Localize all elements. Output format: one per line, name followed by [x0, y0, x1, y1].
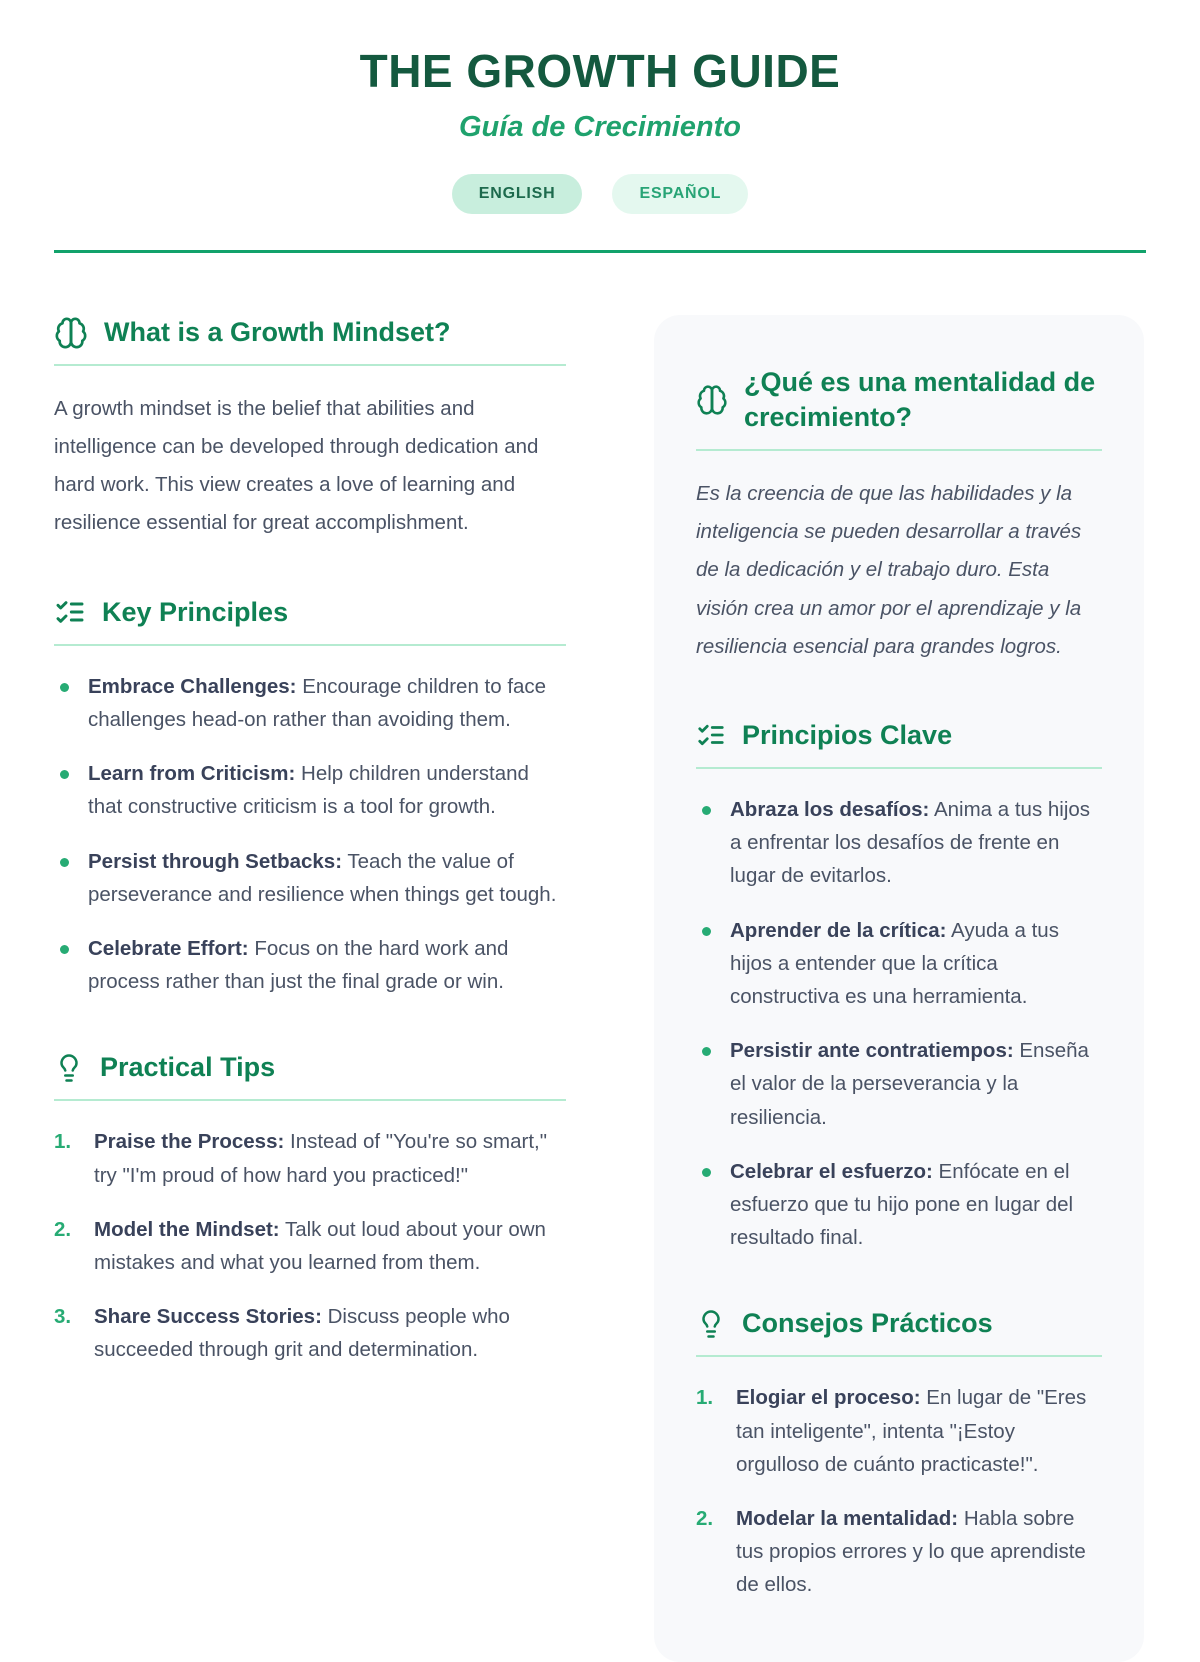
section-what-is-growth-mindset — [54, 315, 566, 543]
bullet-dot-icon — [702, 806, 711, 815]
section-principios-clave — [696, 718, 1102, 1255]
english-column — [54, 315, 566, 1367]
list-item: Persist through Setbacks: Teach the value of perseverance and resilience when things get tough. — [54, 845, 566, 911]
section-heading-text: ¿Qué es una mentalidad de crecimiento? — [744, 367, 1096, 433]
section-heading-row — [54, 595, 566, 646]
practical-tips-list — [54, 1125, 566, 1366]
section-heading-row — [54, 1050, 566, 1101]
section-consejos-practicos — [696, 1306, 1102, 1601]
list-item: Learn from Criticism: Help children understand that constructive criticism is a tool for growth. — [54, 757, 566, 823]
section-que-es-mentalidad — [696, 365, 1102, 666]
section-heading-row — [696, 365, 1102, 451]
bullet-dot-icon — [702, 1168, 711, 1177]
key-principles-list — [54, 670, 566, 999]
section-heading-row — [54, 315, 566, 366]
section-practical-tips — [54, 1050, 566, 1366]
bullet-dot-icon — [60, 683, 69, 692]
header — [54, 0, 1146, 214]
list-item: 1. Elogiar el proceso: En lugar de "Eres tan inteligente", intenta "¡Estoy orgulloso de cuánto practicaste!". — [696, 1386, 1087, 1476]
list-item: 2. Model the Mindset: Talk out loud about your own mistakes and what you learned from them. — [54, 1217, 546, 1275]
bullet-dot-icon — [60, 770, 69, 779]
brain-icon — [696, 384, 728, 416]
consejos-practicos-list — [696, 1381, 1102, 1601]
lightbulb-icon — [54, 1053, 84, 1083]
language-badges — [54, 174, 1146, 214]
list-item: 1. Praise the Process: Instead of "You're so smart," try "I'm proud of how hard you practiced!" — [54, 1130, 548, 1187]
checklist-icon — [54, 596, 86, 628]
section-body: Es la creencia de que las habilidades y la inteligencia se pueden desarrollar a través de la dedicación y el trabajo duro. Esta visión crea un amor por el aprendizaje y la resiliencia esencial para grandes logros. — [696, 482, 1082, 658]
list-item: 3. Share Success Stories: Discuss people who succeeded through grit and determination. — [54, 1305, 510, 1362]
page-title: THE GROWTH GUIDE — [359, 45, 841, 97]
section-heading-row — [696, 1306, 1102, 1357]
list-item: Abraza los desafíos: Anima a tus hijos a enfrentar los desafíos de frente en lugar de evitarlos. — [696, 793, 1102, 893]
section-heading-text: Principios Clave — [742, 719, 953, 750]
bullet-dot-icon — [702, 927, 711, 936]
checklist-icon — [696, 720, 726, 750]
language-badge-english[interactable]: ENGLISH — [452, 174, 583, 214]
list-item: Celebrate Effort: Focus on the hard work and process rather than just the final grade or win. — [54, 932, 566, 998]
section-body: A growth mindset is the belief that abilities and intelligence can be developed through dedication and hard work. This view creates a love of learning and resilience essential for great accomplishment. — [54, 397, 539, 535]
lightbulb-icon — [696, 1309, 726, 1339]
language-badge-espanol[interactable]: ESPAÑOL — [612, 174, 748, 214]
section-heading-text: Consejos Prácticos — [742, 1308, 993, 1339]
header-divider — [54, 250, 1146, 253]
section-heading-text: What is a Growth Mindset? — [104, 317, 451, 347]
principios-clave-list — [696, 793, 1102, 1254]
section-key-principles — [54, 595, 566, 999]
section-heading-row — [696, 718, 1102, 769]
section-heading-text: Key Principles — [102, 596, 289, 627]
list-item: 2. Modelar la mentalidad: Habla sobre tus propios errores y lo que aprendiste de ellos. — [696, 1507, 1086, 1597]
brain-icon — [54, 316, 88, 350]
content-columns — [54, 315, 1146, 1662]
bullet-dot-icon — [702, 1047, 711, 1056]
list-item: Persistir ante contratiempos: Enseña el valor de la perseverancia y la resiliencia. — [696, 1034, 1102, 1134]
spanish-card — [654, 315, 1144, 1662]
list-item: Embrace Challenges: Encourage children to face challenges head-on rather than avoiding them. — [54, 670, 566, 736]
bullet-dot-icon — [60, 945, 69, 954]
page-subtitle: Guía de Crecimiento — [458, 111, 741, 143]
section-heading-text: Practical Tips — [100, 1052, 276, 1083]
list-item: Celebrar el esfuerzo: Enfócate en el esfuerzo que tu hijo pone en lugar del resultado final. — [696, 1155, 1102, 1255]
bullet-dot-icon — [60, 858, 69, 867]
list-item: Aprender de la crítica: Ayuda a tus hijos a entender que la crítica constructiva es una herramienta. — [696, 914, 1102, 1014]
